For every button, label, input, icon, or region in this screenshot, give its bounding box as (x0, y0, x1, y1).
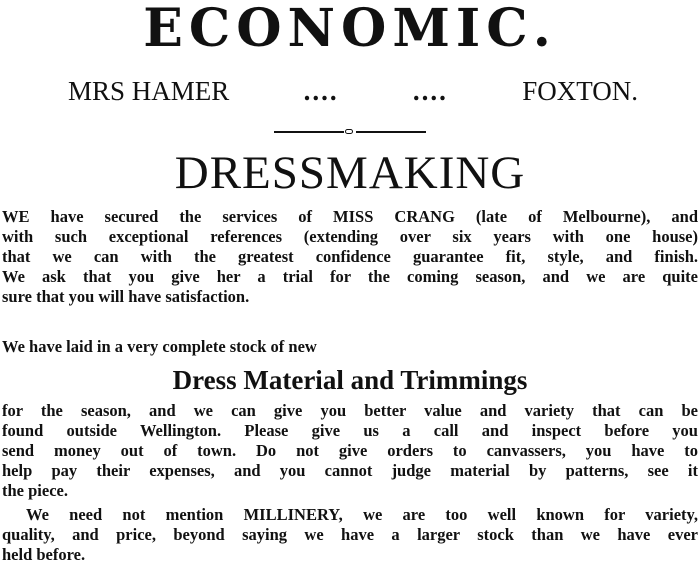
ornamental-divider (274, 129, 426, 135)
paragraph-line: We have laid in a very complete stock of new (2, 337, 317, 356)
dot-leader-left: .... (303, 76, 339, 106)
paragraph-services (2, 207, 698, 307)
paragraph-line: help pay their expenses, and you cannot judge material by patterns, see it (2, 461, 698, 480)
masthead-title: ECONOMIC. (143, 0, 557, 59)
paragraph-line: that we can with the greatest confidence guarantee fit, style, and finish. (2, 247, 698, 266)
proprietor-place: FOXTON. (522, 76, 638, 106)
paragraph-line: WE have secured the services of MISS CRANG (late of Melbourne), and (2, 207, 698, 226)
paragraph-line: for the season, and we can give you better value and variety that can be (2, 401, 698, 420)
paragraph-line: held before. (2, 545, 86, 564)
subheading-dress-material: Dress Material and Trimmings (172, 365, 528, 395)
divider-line-left (274, 131, 344, 133)
paragraph-line: We need not mention MILLINERY, we are too well known for variety, (26, 505, 698, 524)
dot-leader-right: .... (412, 76, 448, 106)
paragraph-stock (2, 337, 698, 357)
paragraph-millinery (2, 505, 698, 565)
divider-line-right (356, 131, 426, 133)
paragraph-value (2, 401, 698, 501)
paragraph-line: the piece. (2, 481, 68, 500)
paragraph-line: found outside Wellington. Please give us a call and inspect before you (2, 421, 698, 440)
paragraph-line: quality, and price, beyond saying we have a larger stock than we have ever (2, 525, 698, 544)
paragraph-line: We ask that you give her a trial for the coming season, and we are quite (2, 267, 698, 286)
paragraph-line: send money out of town. Do not give orders to canvassers, you have to (2, 441, 698, 460)
proprietor-name: MRS HAMER (68, 76, 230, 106)
proprietor-line (68, 76, 638, 106)
divider-ornament (345, 129, 353, 134)
paragraph-line: with such exceptional references (extending over six years with one house) (2, 227, 698, 246)
section-heading: DRESSMAKING (174, 147, 526, 199)
paragraph-line: sure that you will have satisfaction. (2, 287, 250, 306)
